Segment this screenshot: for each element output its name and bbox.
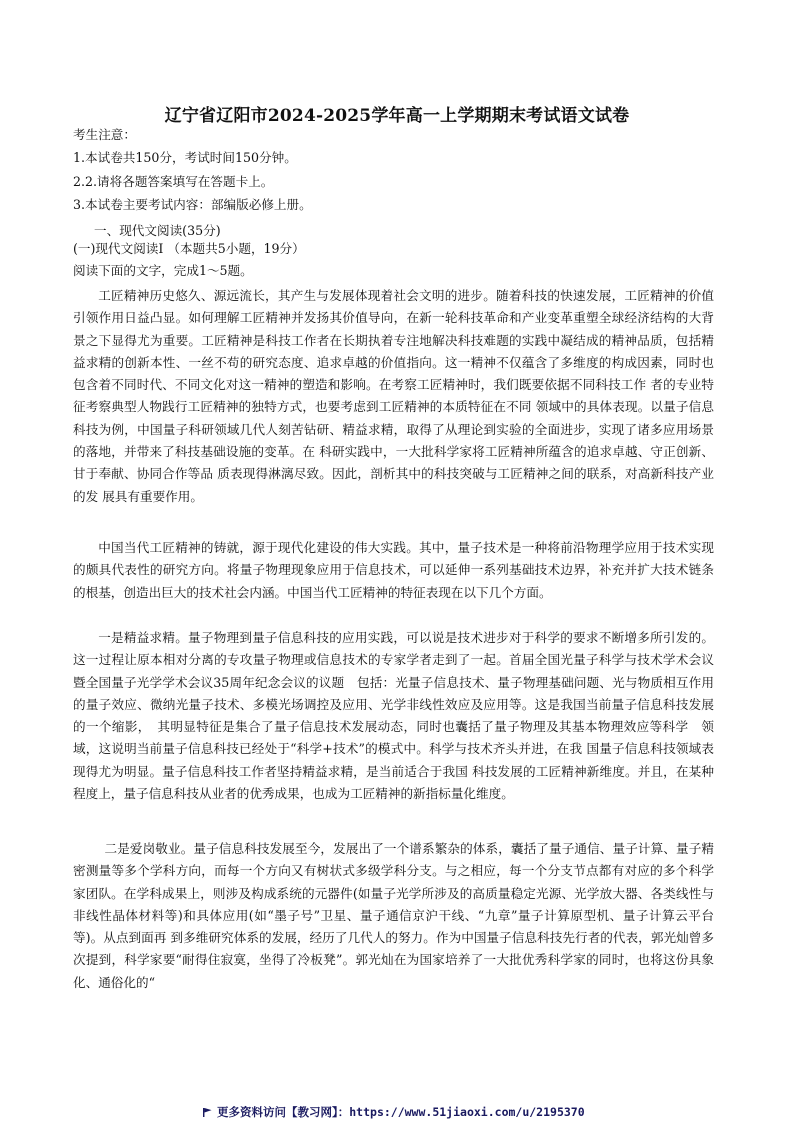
section-title: 一、现代文阅读(35分)	[94, 223, 221, 238]
footer-link[interactable]	[203, 1104, 585, 1120]
page-title: 辽宁省辽阳市2024-2025学年高一上学期期末考试语文试卷	[164, 106, 630, 126]
notice-item: 1.本试卷共150分，考试时间150分钟。	[73, 150, 297, 165]
paragraph: 二是爱岗敬业。量子信息科技发展至今，发展出了一个谱系繁杂的体系，囊括了量子通信、量子计算、量子精密测量等多个学科方向，而每一个方向又有树状式多级学科分支。与之相应，每一个分支节点都有对应的多个科学家团队。在学科成果上，则涉及构成系统的元器件(如量子光学所涉及的高质量稳定光源、光学放大器、各类线性与非线性晶体材料等)和具体应用(如“墨子号”卫星、量子通信京沪干线、“九章”量子计算原型机、量子计算云平台等)。从点到面再 到多维研究体系的发展，经历了几代人的努力。作为中国量子信息科技先行者的代表，郭光灿曾多次提到，科学家要“耐得住寂寞，坐得了冷板凳”。郭光灿在为国家培养了一大批优秀科学家的同时，也将这份具象化、通俗化的“	[73, 841, 714, 990]
subsection-title: (一)现代文阅读Ⅰ （本题共5小题，19分）	[73, 241, 305, 256]
paragraph: 中国当代工匠精神的铸就，源于现代化建设的伟大实践。其中，量子技术是一种将前沿物理学应用于技术实现的颇具代表性的研究方向。将量子物理现象应用于信息技术，可以延伸一系列基础技术边界，补充并扩大技术链条的根基，创造出巨大的技术社会内涵。中国当代工匠精神的特征表现在以下几个方面。	[73, 540, 714, 600]
notice-heading: 考生注意：	[73, 127, 136, 142]
notice-item: 2.2.请将各题答案填写在答题卡上。	[73, 174, 274, 189]
paragraph: 工匠精神历史悠久、源远流长，其产生与发展体现着社会文明的进步。随着科技的快速发展，工匠精神的价值引领作用日益凸显。如何理解工匠精神并发扬其价值导向，在新一轮科技革命和产业变革重塑全球经济结构的大背景之下显得尤为重要。工匠精神是科技工作者在长期执着专注地解决科技难题的实践中凝结成的精神品质，包括精益求精的创新本性、一丝不苟的研究态度、追求卓越的价值指向。这一精神不仅蕴含了多维度的构成因素，同时也包含着不同时代、不同文化对这一精神的塑造和影响。在考察工匠精神时，我们既要依据不同科技工作 者的专业特征考察典型人物践行工匠精神的独特方式，也要考虑到工匠精神的本质特征在不同 领域中的具体表现。以量子信息科技为例，中国量子科研领域几代人刻苦钻研、精益求精，取得了从理论到实验的全面进步，实现了诸多应用场景的落地，并带来了科技基础设施的变革。在 科研实践中，一大批科学家将工匠精神所蕴含的追求卓越、守正创新、甘于奉献、协同合作等品 质表现得淋漓尽致。因此，剖析其中的科技突破与工匠精神之间的联系，对高新科技产业的发 展具有重要作用。	[73, 288, 714, 504]
paragraph: 一是精益求精。量子物理到量子信息科技的应用实践，可以说是技术进步对于科学的要求不断增多所引发的。这一过程让原本相对分离的专攻量子物理或信息技术的专家学者走到了一起。首届全国光量子科学与技术学术会议暨全国量子光学学术会议35周年纪念会议的议题 包括：光量子信息技术、量子物理基础问题、光与物质相互作用的量子效应、微纳光量子技术、多模光场调控及应用、光学非线性效应及应用等。这是我国当前量子信息科技发展的一个缩影， 其明显特征是集合了量子信息技术发展动态，同时也囊括了量子物理及其基本物理效应等科学 领域，这说明当前量子信息科技已经处于“科学+技术”的模式中。科学与技术齐头并进，在我 国量子信息科技领域表现得尤为明显。量子信息科技工作者坚持精益求精，是当前适合于我国 科技发展的工匠精神新维度。并且，在某种程度上，量子信息科技从业者的优秀成果，也成为工匠精神的新指标量化维度。	[73, 630, 714, 802]
notice-item: 3.本试卷主要考试内容：部编版必修上册。	[73, 197, 312, 212]
instruction: 阅读下面的文字，完成1～5题。	[73, 263, 253, 278]
footer-text[interactable]: 更多资料访问【教习网】：https://www.51jiaoxi.com/u/2195370	[217, 1105, 585, 1119]
flag-icon	[203, 1108, 212, 1117]
